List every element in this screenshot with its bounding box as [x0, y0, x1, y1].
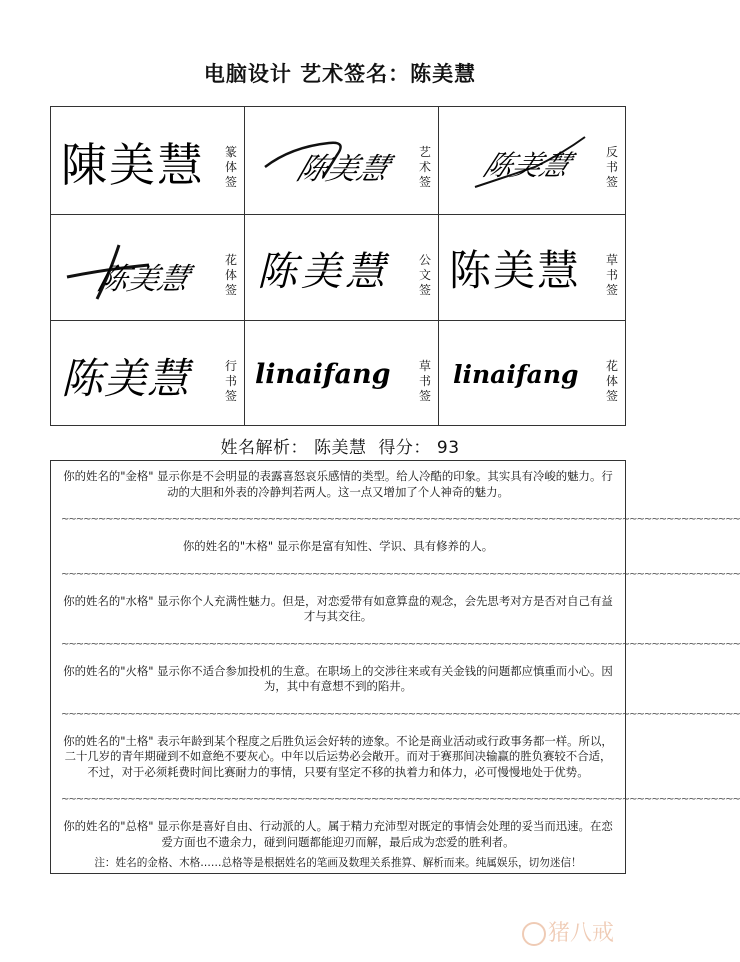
signature-cell	[51, 321, 245, 425]
signature-art	[445, 331, 605, 417]
analysis-paragraph-wood: 你的姓名的"木格" 显示你是富有知性、学识、具有修养的人。	[182, 539, 494, 553]
signature-art	[57, 331, 217, 417]
analysis-paragraph-total: 你的姓名的"总格" 显示你是喜好自由、行动派的人。属于精力充沛型对既定的事情会处理的妥当而迅速。在恋爱方面也不遗余力，碰到问题都能迎刃而解，最后成为恋爱的胜利者。	[63, 819, 613, 849]
signature-cell	[439, 107, 625, 215]
signature-grid	[50, 106, 626, 426]
signature-text: linaifang	[453, 360, 579, 389]
page-title: 电脑设计 艺术签名：陈美慧	[203, 62, 477, 86]
signature-art	[251, 331, 411, 417]
analysis-paragraph-metal: 你的姓名的"金格" 显示你是不会明显的表露喜怒哀乐感情的类型。给人冷酷的印象。其实具有冷峻的魅力。行动的大胆和外表的冷静判若两人。这一点又增加了个人神奇的魅力。	[63, 469, 613, 499]
signature-text: 陳美慧	[61, 138, 205, 192]
separator: ~~~~~~~~~~~~~~~~~~~~~~~~~~~~~~~~~~~~~~~~~~~~~~~~~~~~~~~~~~~~~~~~~~~~~~~~~~~~~~~~~~~~~~~~~~~~	[61, 708, 740, 720]
signature-art	[251, 117, 411, 203]
signature-art	[445, 225, 605, 311]
signature-cell	[51, 107, 245, 215]
signature-style-label: 反书签	[605, 145, 618, 189]
analysis-paragraph-water: 你的姓名的"水格" 显示你个人充满性魅力。但是，对恋爱带有如意算盘的观念，会先思考对方是否对自己有益才与其交往。	[63, 593, 613, 623]
analysis-paragraph-earth: 你的姓名的"土格" 表示年龄到某个程度之后胜负运会好转的迹象。不论是商业活动或行政事务都一样。所以，二十几岁的青年期碰到不如意绝不要灰心。中年以后运势必会敞开。而对于赛那间决输赢的胜负赛较不合适，不过，对于必须耗费时间比赛耐力的事情，只要有坚定不移的执着力和体力，必可慢慢地处于优势。	[63, 733, 613, 779]
signature-art	[251, 225, 411, 311]
signature-art	[57, 117, 217, 203]
signature-text: linaifang	[255, 359, 391, 390]
signature-style-label: 篆体签	[224, 145, 237, 189]
signature-cell	[51, 215, 245, 321]
signature-art	[445, 117, 605, 203]
analysis-paragraph-fire: 你的姓名的"火格" 显示你不适合参加投机的生意。在职场上的交涉往来或有关金钱的问题都应慎重而小心。因为，其中有意想不到的陷井。	[63, 663, 613, 693]
signature-cell	[245, 321, 439, 425]
signature-text: 陈美慧	[292, 151, 394, 187]
disclaimer-note: 注：姓名的金格、木格……总格等是根据姓名的笔画及数理关系推算、解析而来。纯属娱乐，切勿迷信！	[94, 857, 582, 869]
score-value: 93	[436, 438, 460, 458]
separator: ~~~~~~~~~~~~~~~~~~~~~~~~~~~~~~~~~~~~~~~~~~~~~~~~~~~~~~~~~~~~~~~~~~~~~~~~~~~~~~~~~~~~~~~~~~~~	[61, 794, 740, 805]
signature-style-label: 花体签	[605, 359, 618, 403]
signature-cell	[439, 321, 625, 425]
signature-cell	[245, 215, 439, 321]
separator: ~~~~~~~~~~~~~~~~~~~~~~~~~~~~~~~~~~~~~~~~~~~~~~~~~~~~~~~~~~~~~~~~~~~~~~~~~~~~~~~~~~~~~~~~~~~~	[61, 514, 740, 525]
signature-style-label: 艺术签	[418, 145, 431, 189]
signature-style-label: 草书签	[605, 253, 618, 297]
watermark-text: 猪八戒	[548, 921, 615, 946]
watermark-logo	[520, 908, 620, 958]
separator: ~~~~~~~~~~~~~~~~~~~~~~~~~~~~~~~~~~~~~~~~~~~~~~~~~~~~~~~~~~~~~~~~~~~~~~~~~~~~~~~~~~~~~~~~~~~~	[61, 568, 740, 580]
signature-style-label: 行书签	[224, 359, 237, 403]
analysis-name: 陈美慧	[313, 438, 367, 458]
signature-style-label: 公文签	[418, 253, 431, 297]
name-analysis-heading	[0, 433, 680, 458]
signature-text: 陈美慧	[449, 246, 582, 295]
separator: ~~~~~~~~~~~~~~~~~~~~~~~~~~~~~~~~~~~~~~~~~~~~~~~~~~~~~~~~~~~~~~~~~~~~~~~~~~~~~~~~~~~~~~~~~~~~	[61, 638, 740, 650]
signature-style-label: 花体签	[224, 253, 237, 297]
signature-cell	[245, 107, 439, 215]
analysis-label: 姓名解析：	[220, 438, 308, 458]
signature-style-label: 草书签	[418, 359, 431, 403]
signature-text: 陈美慧	[61, 354, 191, 403]
score-label: 得分：	[378, 438, 431, 458]
signature-text: 陈美慧	[257, 249, 389, 295]
analysis-box	[50, 460, 740, 874]
signature-text: 陈美慧	[93, 262, 193, 297]
signature-art	[57, 225, 217, 311]
signature-text: 陈美慧	[478, 149, 577, 182]
signature-cell	[439, 215, 625, 321]
